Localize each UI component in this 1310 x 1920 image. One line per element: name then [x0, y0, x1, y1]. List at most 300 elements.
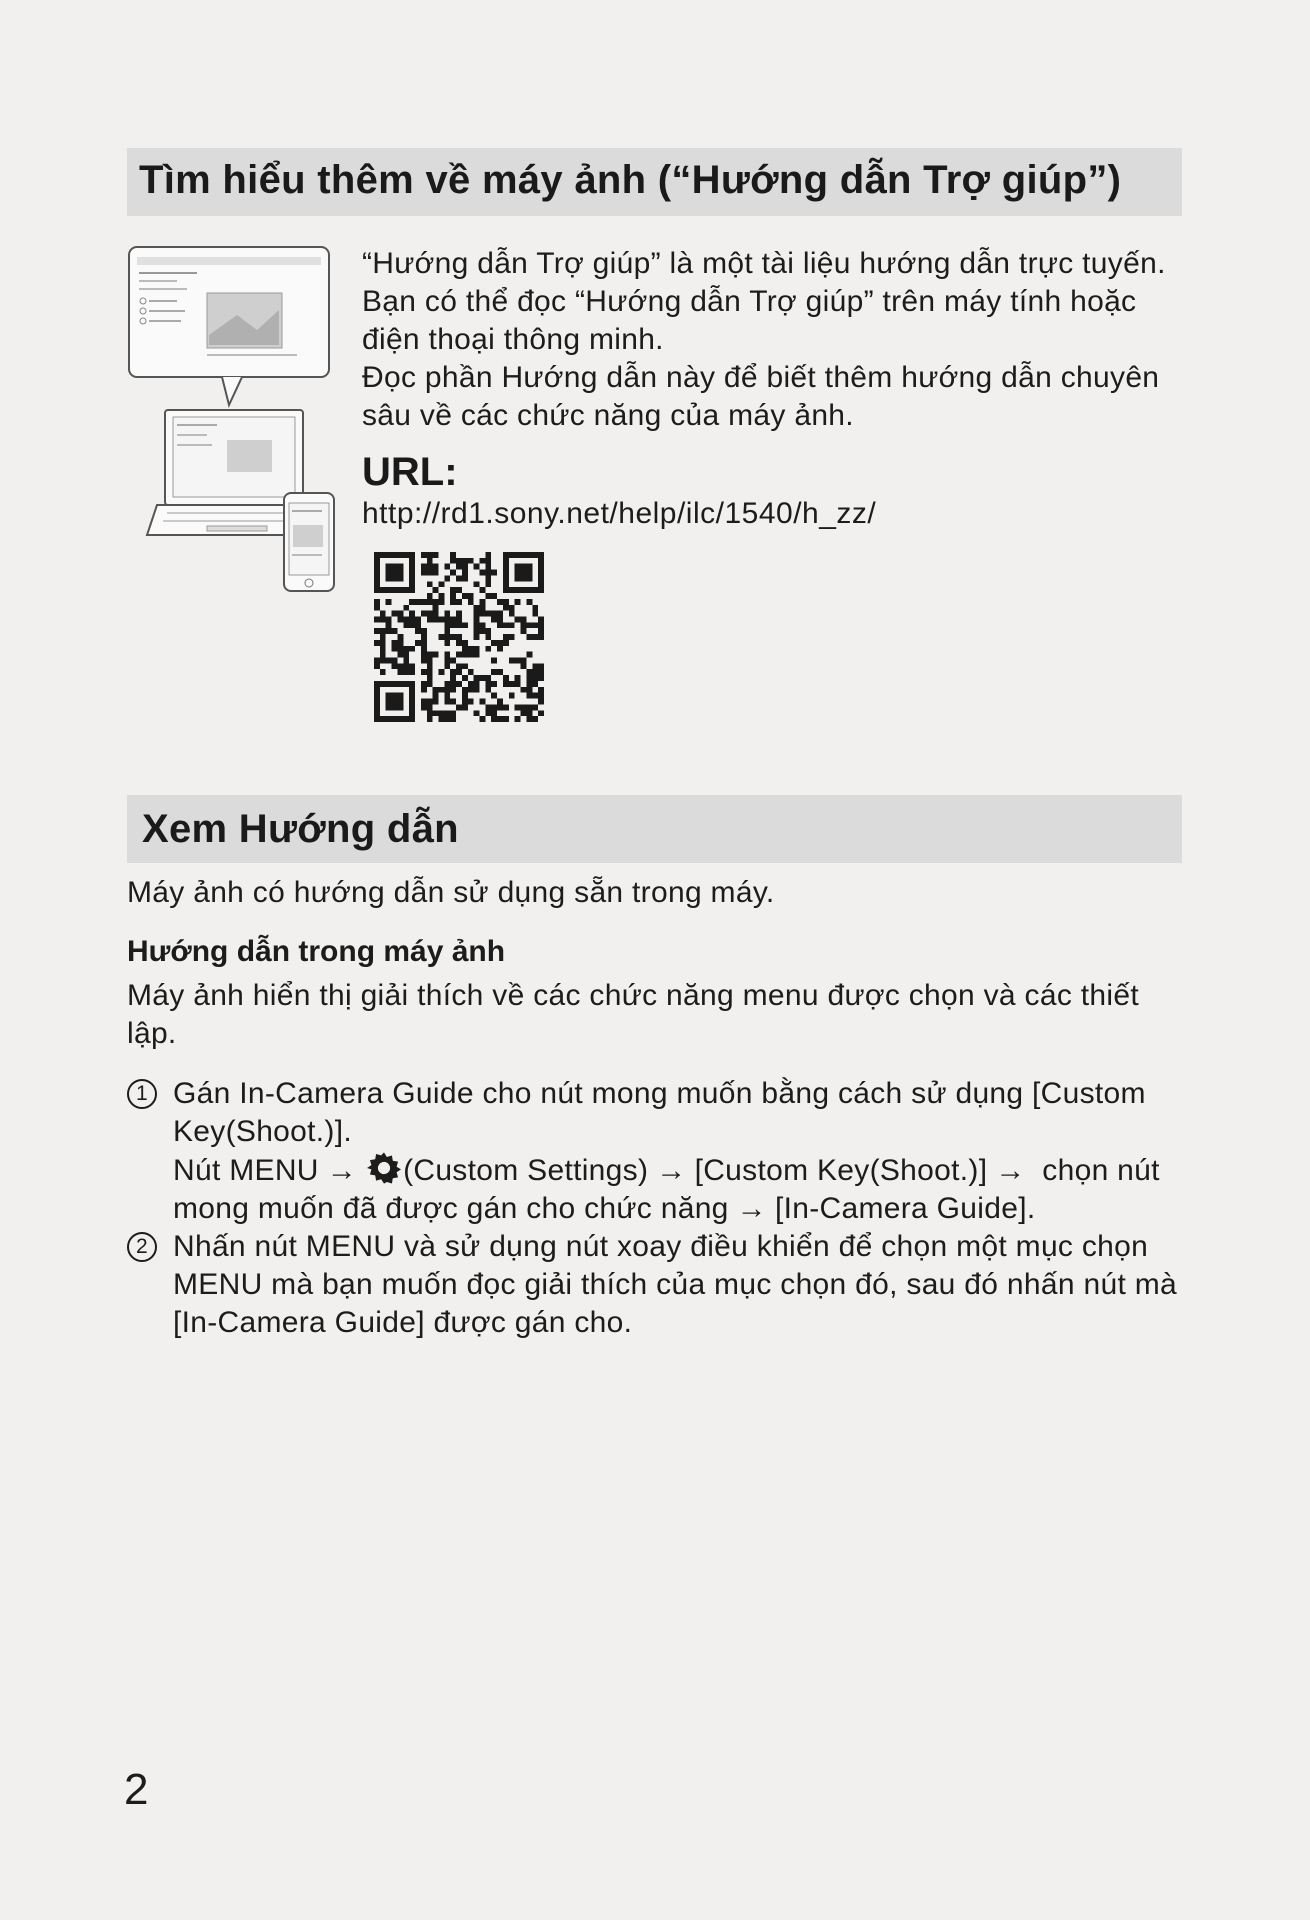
qr-module — [491, 716, 497, 722]
qr-module — [485, 593, 491, 599]
qr-module — [480, 570, 486, 576]
qr-module — [421, 669, 427, 675]
qr-module — [509, 587, 515, 593]
qr-module — [538, 575, 544, 581]
qr-module — [456, 681, 462, 687]
qr-module — [374, 716, 380, 722]
qr-module — [456, 564, 462, 570]
qr-module — [386, 716, 392, 722]
qr-module — [427, 599, 433, 605]
qr-module — [485, 687, 491, 693]
qr-module — [485, 552, 491, 558]
qr-module — [397, 570, 403, 576]
qr-module — [521, 616, 527, 622]
help-guide-illustration — [127, 245, 337, 595]
qr-module — [433, 652, 439, 658]
qr-module — [444, 616, 450, 622]
qr-module — [392, 663, 398, 669]
qr-module — [409, 558, 415, 564]
qr-module — [474, 616, 480, 622]
qr-module — [474, 687, 480, 693]
qr-module — [380, 552, 386, 558]
qr-module — [532, 663, 538, 669]
qr-module — [427, 710, 433, 716]
qr-module — [503, 558, 509, 564]
qr-module — [503, 605, 509, 611]
qr-module — [521, 628, 527, 634]
qr-module — [392, 658, 398, 664]
qr-module — [503, 552, 509, 558]
qr-module — [374, 640, 380, 646]
qr-module — [515, 570, 521, 576]
arrow-icon: → — [736, 1192, 767, 1225]
qr-module — [521, 622, 527, 628]
arrow-icon: → — [326, 1154, 358, 1187]
qr-module — [497, 699, 503, 705]
qr-module — [538, 699, 544, 705]
qr-module — [444, 699, 450, 705]
qr-module — [409, 663, 415, 669]
qr-module — [515, 575, 521, 581]
step-1-instruction: Gán In-Camera Guide cho nút mong muốn bằng cách sử dụng [Custom Key(Shoot.)]. — [173, 1077, 1146, 1148]
qr-module — [409, 710, 415, 716]
qr-module — [456, 640, 462, 646]
qr-module — [503, 587, 509, 593]
qr-module — [526, 634, 532, 640]
qr-module — [456, 575, 462, 581]
qr-module — [485, 628, 491, 634]
qr-module — [397, 564, 403, 570]
qr-module — [515, 552, 521, 558]
qr-module — [538, 616, 544, 622]
qr-module — [491, 658, 497, 664]
page-number: 2 — [124, 1765, 149, 1814]
qr-module — [485, 634, 491, 640]
custom-settings-label: (Custom Settings) — [403, 1154, 649, 1187]
qr-module — [421, 652, 427, 658]
qr-module — [444, 658, 450, 664]
qr-module — [491, 616, 497, 622]
qr-module — [386, 622, 392, 628]
qr-module — [480, 675, 486, 681]
qr-module — [403, 663, 409, 669]
qr-module — [521, 575, 527, 581]
qr-module — [521, 663, 527, 669]
qr-module — [521, 552, 527, 558]
qr-module — [427, 558, 433, 564]
step-2-instruction: Nhấn nút MENU và sử dụng nút xoay điều khiển để chọn một mục chọn MENU mà bạn muốn đọc giải thích của mục chọn đó, sau đó nhấn nút mà [In-Camera Guide] được gán cho. — [173, 1230, 1177, 1339]
qr-module — [468, 699, 474, 705]
qr-module — [392, 704, 398, 710]
qr-module — [386, 575, 392, 581]
qr-module — [450, 634, 456, 640]
qr-module — [374, 687, 380, 693]
qr-module — [444, 663, 450, 669]
qr-module — [421, 640, 427, 646]
qr-module — [438, 634, 444, 640]
qr-module — [433, 611, 439, 617]
qr-module — [374, 575, 380, 581]
qr-module — [485, 681, 491, 687]
qr-module — [421, 564, 427, 570]
in-camera-guide-heading: Hướng dẫn trong máy ảnh — [127, 935, 506, 968]
qr-module — [515, 616, 521, 622]
qr-module — [374, 710, 380, 716]
qr-module — [474, 564, 480, 570]
step-1 — [127, 1075, 1187, 1228]
qr-module — [397, 704, 403, 710]
custom-settings-gear-icon — [367, 1151, 401, 1185]
qr-module — [532, 693, 538, 699]
qr-code[interactable] — [374, 552, 544, 722]
qr-module — [380, 681, 386, 687]
qr-module — [538, 628, 544, 634]
qr-module — [480, 587, 486, 593]
qr-module — [526, 652, 532, 658]
qr-module — [433, 710, 439, 716]
qr-module — [515, 658, 521, 664]
qr-module — [526, 669, 532, 675]
qr-module — [503, 634, 509, 640]
qr-module — [532, 605, 538, 611]
qr-module — [403, 716, 409, 722]
qr-module — [468, 652, 474, 658]
qr-module — [386, 681, 392, 687]
qr-module — [421, 699, 427, 705]
qr-module — [427, 611, 433, 617]
qr-module — [515, 704, 521, 710]
section-heading-view-guide — [127, 795, 1182, 863]
qr-module — [397, 640, 403, 646]
qr-module — [526, 570, 532, 576]
arrow-icon: → — [656, 1154, 687, 1187]
qr-module — [409, 716, 415, 722]
qr-module — [521, 587, 527, 593]
qr-module — [438, 581, 444, 587]
qr-module — [392, 693, 398, 699]
qr-module — [538, 687, 544, 693]
qr-module — [444, 622, 450, 628]
qr-module — [462, 558, 468, 564]
qr-module — [397, 646, 403, 652]
qr-module — [392, 564, 398, 570]
qr-module — [503, 581, 509, 587]
qr-module — [450, 716, 456, 722]
qr-module — [409, 616, 415, 622]
qr-module — [509, 658, 515, 664]
qr-module — [444, 693, 450, 699]
qr-module — [444, 628, 450, 634]
qr-module — [509, 552, 515, 558]
qr-module — [456, 634, 462, 640]
qr-module — [503, 675, 509, 681]
qr-module — [538, 570, 544, 576]
qr-module — [444, 611, 450, 617]
qr-module — [526, 716, 532, 722]
qr-module — [386, 599, 392, 605]
qr-module — [474, 611, 480, 617]
qr-module — [497, 716, 503, 722]
qr-module — [421, 611, 427, 617]
qr-module — [409, 704, 415, 710]
qr-module — [509, 622, 515, 628]
qr-module — [456, 611, 462, 617]
qr-module — [380, 658, 386, 664]
qr-module — [392, 716, 398, 722]
qr-module — [526, 587, 532, 593]
qr-module — [462, 699, 468, 705]
qr-module — [386, 564, 392, 570]
qr-module — [403, 658, 409, 664]
qr-module — [515, 564, 521, 570]
qr-module — [427, 675, 433, 681]
qr-module — [444, 716, 450, 722]
qr-module — [480, 605, 486, 611]
qr-module — [456, 652, 462, 658]
qr-module — [497, 611, 503, 617]
qr-module — [392, 628, 398, 634]
qr-module — [456, 616, 462, 622]
qr-module — [433, 587, 439, 593]
qr-module — [462, 704, 468, 710]
qr-module — [515, 681, 521, 687]
qr-module — [374, 681, 380, 687]
qr-module — [397, 663, 403, 669]
qr-module — [480, 558, 486, 564]
qr-module — [392, 699, 398, 705]
qr-module — [421, 634, 427, 640]
qr-module — [515, 675, 521, 681]
qr-module — [374, 552, 380, 558]
qr-module — [403, 681, 409, 687]
qr-module — [526, 681, 532, 687]
qr-module — [474, 652, 480, 658]
qr-module — [538, 675, 544, 681]
qr-module — [526, 564, 532, 570]
qr-module — [509, 634, 515, 640]
qr-module — [497, 646, 503, 652]
qr-module — [374, 564, 380, 570]
qr-module — [421, 704, 427, 710]
qr-module — [480, 628, 486, 634]
qr-module — [462, 570, 468, 576]
qr-module — [380, 646, 386, 652]
qr-module — [421, 658, 427, 664]
help-guide-url[interactable]: http://rd1.sony.net/help/ilc/1540/h_zz/ — [362, 497, 877, 530]
qr-module — [474, 605, 480, 611]
help-guide-para-1: “Hướng dẫn Trợ giúp” là một tài liệu hướng dẫn trực tuyến. Bạn có thể đọc “Hướng dẫn Trợ giúp” trên máy tính hoặc điện thoại thông minh. — [362, 247, 1166, 356]
qr-module — [421, 552, 427, 558]
qr-module — [380, 652, 386, 658]
qr-module — [462, 593, 468, 599]
qr-module — [409, 575, 415, 581]
qr-module — [438, 616, 444, 622]
qr-module — [427, 699, 433, 705]
qr-module — [415, 640, 421, 646]
qr-module — [374, 570, 380, 576]
qr-module — [392, 552, 398, 558]
qr-module — [444, 634, 450, 640]
qr-module — [532, 611, 538, 617]
qr-module — [374, 693, 380, 699]
qr-module — [462, 564, 468, 570]
qr-module — [409, 552, 415, 558]
qr-module — [526, 552, 532, 558]
qr-module — [433, 616, 439, 622]
qr-module — [409, 687, 415, 693]
qr-module — [503, 622, 509, 628]
qr-module — [526, 704, 532, 710]
qr-module — [409, 622, 415, 628]
qr-module — [409, 581, 415, 587]
help-guide-description — [362, 245, 1182, 435]
qr-module — [409, 699, 415, 705]
qr-module — [409, 564, 415, 570]
step-2 — [127, 1228, 1187, 1342]
qr-module — [462, 675, 468, 681]
menu-button-label: Nút MENU — [173, 1154, 319, 1187]
qr-module — [480, 716, 486, 722]
qr-module — [409, 646, 415, 652]
qr-module — [433, 699, 439, 705]
qr-module — [509, 611, 515, 617]
qr-module — [397, 616, 403, 622]
qr-module — [526, 710, 532, 716]
qr-module — [450, 675, 456, 681]
qr-module — [374, 587, 380, 593]
qr-module — [468, 593, 474, 599]
qr-module — [532, 622, 538, 628]
section-heading-help-guide — [127, 148, 1182, 216]
qr-module — [380, 716, 386, 722]
qr-module — [392, 575, 398, 581]
step-1-number: 1 — [127, 1079, 157, 1109]
qr-module — [380, 587, 386, 593]
qr-module — [526, 575, 532, 581]
qr-module — [456, 587, 462, 593]
qr-module — [427, 681, 433, 687]
qr-module — [444, 652, 450, 658]
qr-module — [456, 558, 462, 564]
qr-module — [538, 669, 544, 675]
qr-module — [521, 687, 527, 693]
qr-module — [497, 622, 503, 628]
qr-module — [380, 669, 386, 675]
qr-module — [433, 564, 439, 570]
in-camera-guide-description: Máy ảnh hiển thị giải thích về các chức năng menu được chọn và các thiết lập. — [127, 979, 1139, 1050]
qr-module — [468, 681, 474, 687]
qr-module — [450, 658, 456, 664]
qr-module — [491, 710, 497, 716]
qr-module — [456, 663, 462, 669]
qr-module — [468, 558, 474, 564]
section-title-view-guide: Xem Hướng dẫn — [142, 807, 459, 851]
qr-module — [526, 675, 532, 681]
qr-module — [433, 552, 439, 558]
qr-module — [444, 710, 450, 716]
qr-module — [380, 611, 386, 617]
qr-module — [521, 710, 527, 716]
qr-module — [503, 570, 509, 576]
qr-module — [497, 616, 503, 622]
qr-module — [538, 558, 544, 564]
qr-module — [480, 599, 486, 605]
qr-module — [374, 663, 380, 669]
qr-module — [427, 704, 433, 710]
qr-module — [532, 681, 538, 687]
qr-module — [538, 622, 544, 628]
qr-module — [409, 693, 415, 699]
qr-module — [427, 652, 433, 658]
qr-module — [515, 587, 521, 593]
qr-module — [421, 687, 427, 693]
qr-module — [503, 704, 509, 710]
qr-module — [532, 716, 538, 722]
qr-module — [409, 669, 415, 675]
qr-module — [503, 640, 509, 646]
qr-module — [532, 587, 538, 593]
qr-module — [521, 564, 527, 570]
qr-module — [468, 669, 474, 675]
qr-module — [485, 581, 491, 587]
qr-module — [397, 575, 403, 581]
qr-module — [415, 622, 421, 628]
qr-module — [462, 575, 468, 581]
qr-module — [521, 704, 527, 710]
qr-module — [485, 558, 491, 564]
qr-module — [433, 687, 439, 693]
qr-module — [503, 716, 509, 722]
qr-module — [386, 628, 392, 634]
qr-module — [374, 599, 380, 605]
qr-module — [491, 593, 497, 599]
qr-module — [480, 699, 486, 705]
qr-module — [403, 652, 409, 658]
qr-module — [491, 611, 497, 617]
qr-module — [462, 640, 468, 646]
qr-module — [427, 658, 433, 664]
qr-module — [462, 687, 468, 693]
qr-module — [386, 570, 392, 576]
qr-module — [450, 681, 456, 687]
section-title-help-guide: Tìm hiểu thêm về máy ảnh (“Hướng dẫn Trợ giúp”) — [139, 158, 1122, 202]
qr-module — [415, 616, 421, 622]
qr-module — [409, 611, 415, 617]
qr-module — [450, 699, 456, 705]
qr-module — [392, 640, 398, 646]
qr-module — [480, 611, 486, 617]
qr-module — [403, 552, 409, 558]
qr-module — [409, 570, 415, 576]
qr-module — [374, 581, 380, 587]
qr-module — [427, 552, 433, 558]
url-label: URL: — [362, 450, 458, 494]
qr-module — [427, 669, 433, 675]
qr-module — [526, 693, 532, 699]
qr-module — [386, 699, 392, 705]
qr-module — [450, 599, 456, 605]
qr-module — [497, 669, 503, 675]
qr-module — [521, 570, 527, 576]
qr-module — [468, 687, 474, 693]
qr-module — [538, 663, 544, 669]
qr-module — [427, 716, 433, 722]
qr-module — [462, 652, 468, 658]
qr-module — [403, 646, 409, 652]
qr-module — [491, 570, 497, 576]
qr-module — [491, 704, 497, 710]
qr-module — [450, 593, 456, 599]
